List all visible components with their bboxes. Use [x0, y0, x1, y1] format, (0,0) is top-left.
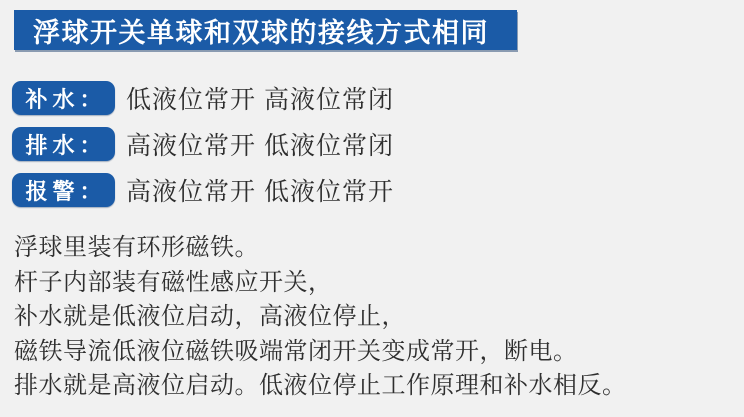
description-paragraph — [14, 231, 744, 404]
description-line: 磁铁导流低液位磁铁吸端常闭开关变成常开，断电。 — [14, 337, 578, 365]
description-line: 排水就是高液位启动。低液位停止工作原理和补水相反。 — [14, 372, 627, 399]
label-badge-paishui: 排水： — [12, 127, 115, 161]
wiring-row-bushui — [12, 81, 744, 115]
description-line: 补水就是低液位启动，高液位停止， — [14, 303, 406, 330]
wiring-row-paishui — [12, 127, 744, 161]
page-title: 浮球开关单球和双球的接线方式相同 — [33, 17, 489, 48]
wiring-value-baojing: 高液位常开 低液位常开 — [126, 178, 394, 206]
description-line: 浮球里装有环形磁铁。 — [14, 234, 259, 261]
wiring-value-paishui: 高液位常开 低液位常闭 — [126, 132, 394, 160]
label-badge-bushui: 补水： — [12, 81, 115, 115]
wiring-value-bushui: 低液位常开 高液位常闭 — [126, 86, 394, 114]
label-badge-baojing: 报警： — [12, 173, 115, 207]
header-banner — [14, 10, 517, 50]
wiring-row-baojing — [12, 173, 744, 207]
description-line: 杆子内部装有磁性感应开关， — [14, 268, 333, 296]
wiring-rows — [12, 81, 744, 207]
